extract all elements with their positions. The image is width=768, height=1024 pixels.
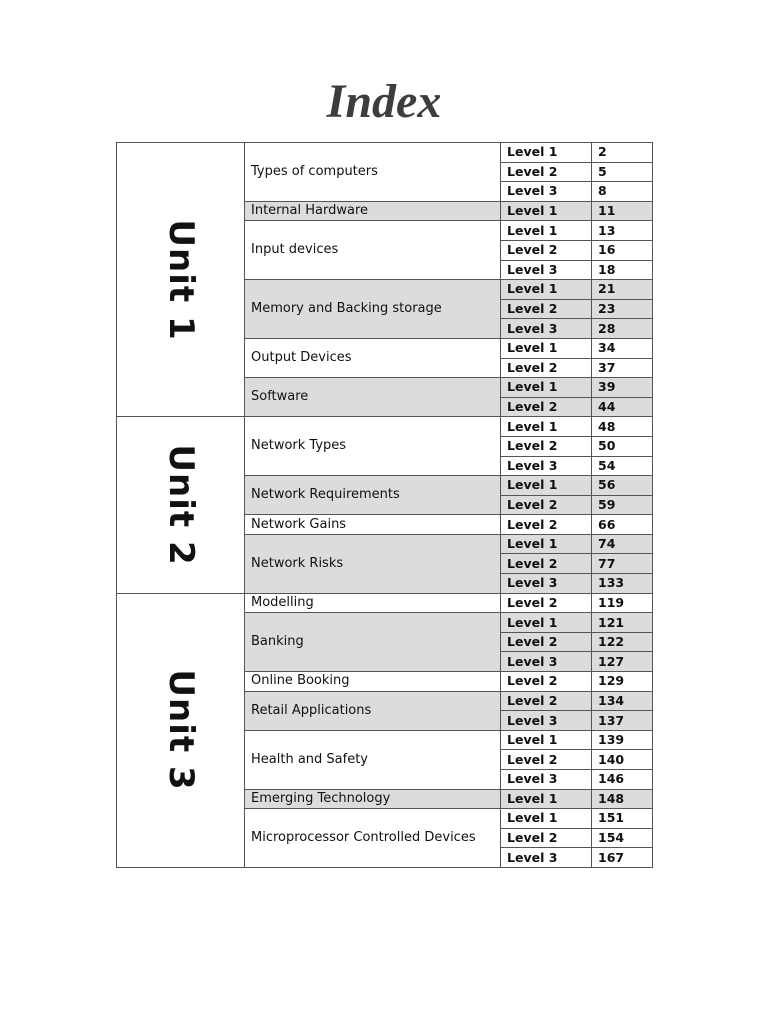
level-cell: Level 1 [501,221,592,241]
level-cell: Level 1 [501,613,592,633]
level-cell: Level 1 [501,338,592,358]
topic-name: Health and Safety [245,730,501,789]
page-number-cell: 121 [592,613,653,633]
page-number-cell: 140 [592,750,653,770]
page-number-cell: 151 [592,809,653,829]
unit-label: Unit 1 [160,219,201,341]
page-number-cell: 54 [592,456,653,476]
page-number-cell: 77 [592,554,653,574]
page-number-cell: 167 [592,848,653,868]
page-number-cell: 18 [592,260,653,280]
level-cell: Level 3 [501,456,592,476]
topic-name: Network Types [245,417,501,476]
level-cell: Level 2 [501,691,592,711]
unit-cell [117,593,245,867]
topic-name: Internal Hardware [245,201,501,221]
page-number-cell: 146 [592,770,653,790]
topic-name: Input devices [245,221,501,280]
page-number-cell: 44 [592,397,653,417]
level-cell: Level 1 [501,789,592,809]
page-number-cell: 13 [592,221,653,241]
unit-cell [117,417,245,593]
index-table-body [117,143,653,868]
level-cell: Level 1 [501,143,592,163]
level-cell: Level 3 [501,770,592,790]
page-number-cell: 134 [592,691,653,711]
page-number-cell: 5 [592,162,653,182]
page-number-cell: 34 [592,338,653,358]
topic-name: Modelling [245,593,501,613]
topic-name: Microprocessor Controlled Devices [245,809,501,868]
page-number-cell: 74 [592,534,653,554]
level-cell: Level 1 [501,280,592,300]
page-number-cell: 48 [592,417,653,437]
table-row [117,417,653,437]
page-number-cell: 122 [592,632,653,652]
page-number-cell: 11 [592,201,653,221]
index-table [116,142,653,868]
unit-cell [117,143,245,417]
level-cell: Level 2 [501,397,592,417]
topic-name: Emerging Technology [245,789,501,809]
table-row [117,593,653,613]
level-cell: Level 2 [501,750,592,770]
unit-label: Unit 3 [160,669,201,791]
level-cell: Level 1 [501,201,592,221]
level-cell: Level 2 [501,593,592,613]
page-number-cell: 56 [592,476,653,496]
page-number-cell: 8 [592,182,653,202]
level-cell: Level 1 [501,809,592,829]
page-title: Index [326,75,442,128]
page-number-cell: 16 [592,240,653,260]
level-cell: Level 2 [501,554,592,574]
topic-name: Software [245,378,501,417]
page-number-cell: 148 [592,789,653,809]
level-cell: Level 2 [501,495,592,515]
level-cell: Level 1 [501,378,592,398]
level-cell: Level 2 [501,162,592,182]
page-number-cell: 23 [592,299,653,319]
level-cell: Level 1 [501,730,592,750]
level-cell: Level 1 [501,534,592,554]
topic-name: Retail Applications [245,691,501,730]
topic-name: Banking [245,613,501,672]
level-cell: Level 2 [501,828,592,848]
page-number-cell: 127 [592,652,653,672]
topic-name: Output Devices [245,338,501,377]
topic-name: Network Requirements [245,476,501,515]
level-cell: Level 2 [501,240,592,260]
page-number-cell: 39 [592,378,653,398]
topic-name: Types of computers [245,143,501,202]
page-number-cell: 2 [592,143,653,163]
level-cell: Level 2 [501,299,592,319]
level-cell: Level 2 [501,358,592,378]
topic-name: Network Gains [245,515,501,535]
page-number-cell: 59 [592,495,653,515]
topic-name: Memory and Backing storage [245,280,501,339]
level-cell: Level 2 [501,436,592,456]
page-number-cell: 37 [592,358,653,378]
topic-name: Online Booking [245,672,501,692]
level-cell: Level 2 [501,632,592,652]
topic-name: Network Risks [245,534,501,593]
level-cell: Level 1 [501,476,592,496]
level-cell: Level 3 [501,574,592,594]
level-cell: Level 3 [501,260,592,280]
level-cell: Level 3 [501,652,592,672]
page-number-cell: 139 [592,730,653,750]
level-cell: Level 3 [501,182,592,202]
page-number-cell: 66 [592,515,653,535]
table-row [117,143,653,163]
page-number-cell: 133 [592,574,653,594]
unit-label: Unit 2 [160,444,201,566]
level-cell: Level 2 [501,515,592,535]
page-number-cell: 21 [592,280,653,300]
page-number-cell: 137 [592,711,653,731]
page-number-cell: 119 [592,593,653,613]
level-cell: Level 3 [501,711,592,731]
page-number-cell: 154 [592,828,653,848]
page-number-cell: 28 [592,319,653,339]
level-cell: Level 2 [501,672,592,692]
level-cell: Level 3 [501,848,592,868]
page-number-cell: 129 [592,672,653,692]
page-number-cell: 50 [592,436,653,456]
level-cell: Level 1 [501,417,592,437]
level-cell: Level 3 [501,319,592,339]
